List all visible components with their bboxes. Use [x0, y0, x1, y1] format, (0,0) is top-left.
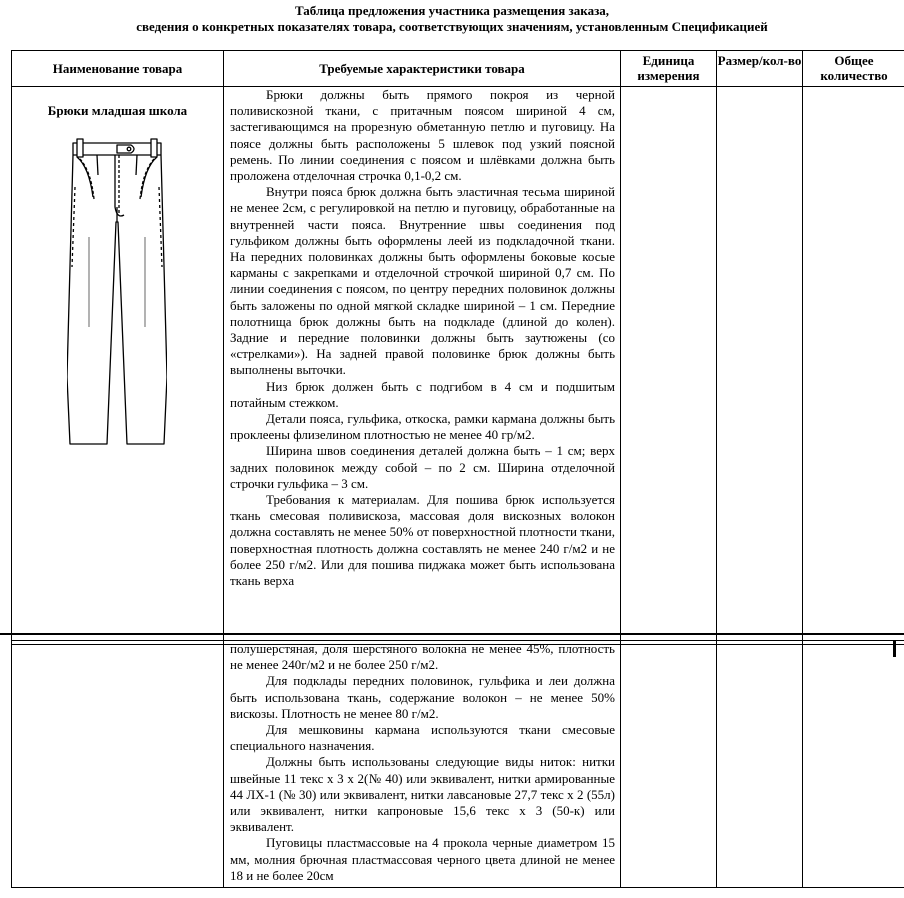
document-title [0, 3, 904, 35]
characteristics-text [230, 87, 615, 628]
table-row [12, 641, 904, 888]
table-header-row [12, 51, 904, 87]
spec-paragraph: Для мешковины кармана используются ткани смесовые специального назначения. [230, 722, 615, 754]
header-product-name: Наименование товара [12, 51, 224, 87]
product-name: Брюки младшая школа [47, 103, 188, 118]
product-cell-continued [12, 641, 224, 888]
characteristics-text-continued [230, 641, 615, 887]
title-line-2: сведения о конкретных показателях товара, соответствующих значениям, установленным Спецификацией [136, 19, 768, 34]
spec-paragraph: Пуговицы пластмассовые на 4 прокола черные диаметром 15 мм, молния брючная пластмассовая черного цвета длиной не менее 18 и не более 20см [230, 835, 615, 883]
header-characteristics: Требуемые характеристики товара [224, 51, 621, 87]
spec-paragraph: Брюки должны быть прямого покроя из черной поливискозной ткани, с притачным поясом шириной 4 см, застегивающимся на прорезную обметанную петлю и пуговицу. На поясе должны быть расположены 5 шлевок под узкий поясной ремень. По линии соединения с поясом и шлёвками должна быть проложена отделочная строчка 0,1-0,2 см. [230, 87, 615, 184]
trousers-technical-drawing-icon [67, 127, 167, 447]
header-total-qty: Общее количество [803, 51, 904, 87]
size-qty-cell [717, 87, 803, 645]
spec-paragraph: Для подклады передних половинок, гульфика и леи должна быть использована ткань, содержание волокон – не менее 50% вискозы. Плотность не менее 80 г/м2. [230, 673, 615, 721]
spec-table-page-2 [11, 640, 904, 888]
spec-paragraph: Ширина швов соединения деталей должна быть – 1 см; верх задних половинок между собой – по 2 см. Ширина отделочной строчки гульфика – 3 см. [230, 443, 615, 491]
product-cell [12, 87, 224, 645]
characteristics-cell-continued [224, 641, 621, 888]
header-size-qty: Размер/кол-во [717, 51, 803, 87]
spec-paragraph: Детали пояса, гульфика, откоска, рамки кармана должны быть проклеены флизелином плотностью не менее 40 гр/м2. [230, 411, 615, 443]
unit-cell [621, 87, 717, 645]
spec-paragraph: Внутри пояса брюк должна быть эластичная тесьма шириной не менее 2см, с регулировкой на петлю и пуговицу, обработанные на внутренней части пояса. Внутренние швы соединения под гульфиком должны быть оформлены леей из подкладочной ткани. На передних половинках должны быть оформлены боковые косые карманы с закрепками и отделочной строчкой шириной 0,7 см. По линии соединения с поясом, по центру передних половинок должны быть заложены по одной мягкой складке шириной – 1 см. Передние полотнища брюк должны быть на подкладе (длиной до колен). Задние и передние половинки должны быть заутюжены (со «стрелками»). На задней правой половинке брюк должны быть выполнены выточки. [230, 184, 615, 378]
characteristics-cell [224, 87, 621, 645]
title-line-1: Таблица предложения участника размещения заказа, [294, 3, 610, 18]
spec-paragraph: Требования к материалам. Для пошива брюк используется ткань смесовая поливискоза, массовая доля вискозных волокон должна составлять не менее 50% от поверхностной плотности ткани, поверхностная плотность должна составлять не менее 240 г/м2 и не более 250 г/м2. Или для пошива пиджака может быть использована ткань верха [230, 492, 615, 589]
spec-paragraph: Должны быть использованы следующие виды ниток: нитки швейные 11 текс х 3 х 2(№ 40) или эквивалент, нитки армированные 44 ЛХ-1 (№ 30) или эквивалент, нитки лавсановые 27,7 текс х 2 (55л) или эквивалент, нитки капроновые 15,6 текс х 3 (50-к) или эквивалент. [230, 754, 615, 835]
unit-cell-continued [621, 641, 717, 888]
table-row [12, 87, 904, 645]
total-qty-cell [803, 87, 904, 645]
spec-table-page-1 [11, 50, 904, 645]
spec-paragraph: полушерстяная, доля шерстяного волокна не менее 45%, плотность не менее 240г/м2 и не более 250 г/м2. [230, 641, 615, 673]
header-unit: Единица измерения [621, 51, 717, 87]
spec-paragraph: Низ брюк должен быть с подгибом в 4 см и подшитым потайным стежком. [230, 378, 615, 410]
total-qty-cell-continued [803, 641, 904, 888]
page-break-line [0, 633, 904, 635]
size-qty-cell-continued [717, 641, 803, 888]
